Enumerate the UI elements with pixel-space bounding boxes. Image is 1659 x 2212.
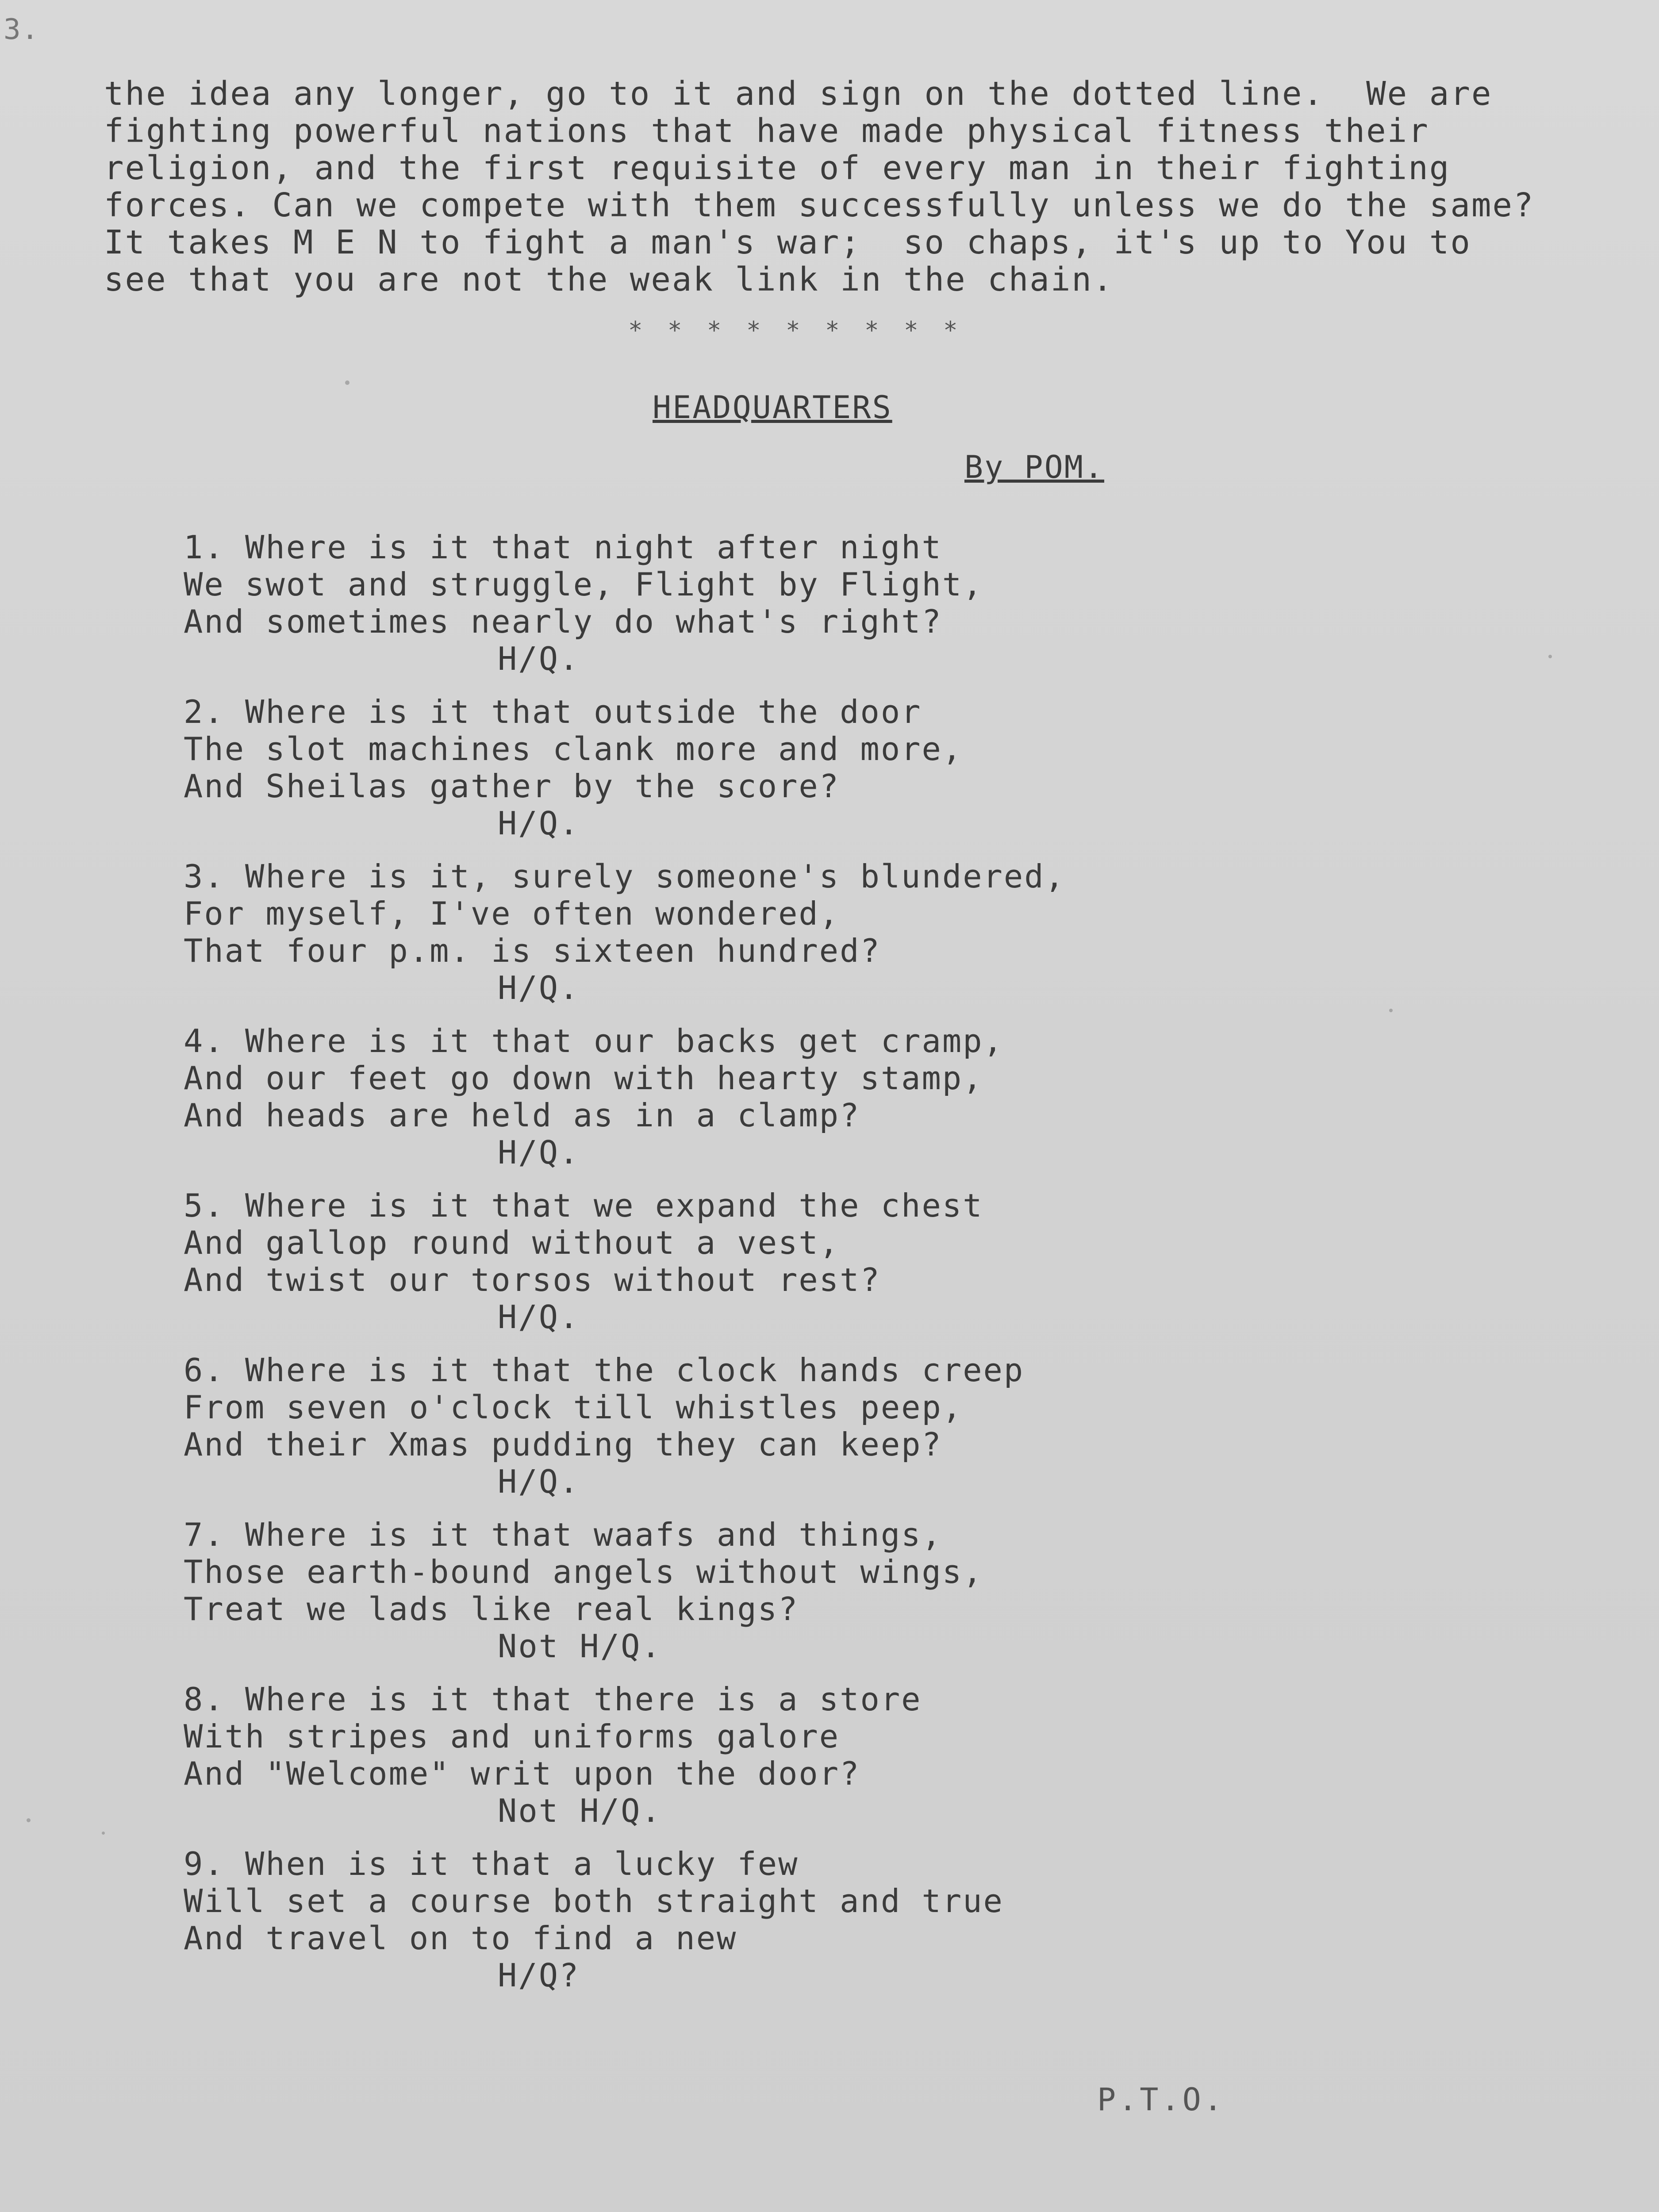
intro-line: fighting powerful nations that have made physical fitness their	[104, 112, 1429, 150]
paper-speck	[102, 1832, 105, 1835]
verse-answer: Not H/Q.	[498, 1792, 662, 1829]
intro-line: the idea any longer, go to it and sign on the dotted line. We are	[104, 75, 1493, 113]
verse-answer: H/Q.	[498, 805, 580, 842]
verse-line: Treat we lads like real kings?	[184, 1590, 799, 1628]
verse-answer: H/Q?	[498, 1957, 580, 1994]
verse-answer: Not H/Q.	[498, 1628, 662, 1665]
verse-line: From seven o'clock till whistles peep,	[184, 1389, 963, 1426]
paper-speck	[1389, 1009, 1393, 1012]
verse	[184, 1845, 1378, 1994]
verse-line: That four p.m. is sixteen hundred?	[184, 932, 881, 969]
poem-title: HEADQUARTERS	[653, 389, 892, 426]
verse-line: And twist our torsos without rest?	[184, 1261, 881, 1298]
verse-answer: H/Q.	[498, 969, 580, 1006]
verse-line: We swot and struggle, Flight by Flight,	[184, 566, 983, 603]
verse-line: And their Xmas pudding they can keep?	[184, 1426, 942, 1463]
verse-answer: H/Q.	[498, 1463, 580, 1500]
verse-line: 3. Where is it, surely someone's blundered,	[184, 858, 1065, 895]
paper-speck	[27, 1818, 31, 1822]
verse	[184, 1681, 1378, 1829]
verse	[184, 1022, 1378, 1171]
verse-line: 5. Where is it that we expand the chest	[184, 1187, 983, 1224]
paper-speck	[1548, 655, 1552, 658]
verse	[184, 529, 1378, 677]
verse-line: 9. When is it that a lucky few	[184, 1845, 799, 1882]
verse-line: 8. Where is it that there is a store	[184, 1681, 922, 1718]
intro-paragraph	[104, 75, 1617, 298]
verse-line: And heads are held as in a clamp?	[184, 1097, 860, 1134]
verse	[184, 1352, 1378, 1500]
verse	[184, 858, 1378, 1006]
verse-line: Will set a course both straight and true	[184, 1882, 1004, 1920]
verse-line: 6. Where is it that the clock hands creep	[184, 1352, 1025, 1389]
verse-line: For myself, I've often wondered,	[184, 895, 840, 932]
verse-line: And sometimes nearly do what's right?	[184, 603, 942, 640]
intro-line: see that you are not the weak link in the chain.	[104, 261, 1114, 299]
verse-answer: H/Q.	[498, 1134, 580, 1171]
verse-line: And "Welcome" writ upon the door?	[184, 1755, 860, 1792]
verse-answer: H/Q.	[498, 640, 580, 677]
poem-byline: By POM.	[964, 449, 1105, 485]
verse	[184, 1516, 1378, 1665]
please-turn-over-note: P.T.O.	[1097, 2081, 1225, 2118]
intro-line: forces. Can we compete with them successfully unless we do the same?	[104, 186, 1535, 224]
verse-line: And Sheilas gather by the score?	[184, 768, 840, 805]
verse-line: 1. Where is it that night after night	[184, 529, 942, 566]
poem-verses	[184, 529, 1378, 2010]
intro-line: religion, and the first requisite of every man in their fighting	[104, 149, 1451, 187]
intro-line: It takes M E N to fight a man's war; so chaps, it's up to You to	[104, 223, 1471, 261]
verse-line: And gallop round without a vest,	[184, 1224, 840, 1261]
section-divider-stars: * * * * * * * * *	[628, 316, 963, 344]
verse-line: And our feet go down with hearty stamp,	[184, 1060, 983, 1097]
verse-line: The slot machines clank more and more,	[184, 730, 963, 768]
paper-speck	[345, 380, 349, 385]
verse	[184, 1187, 1378, 1336]
page-number: 3.	[4, 13, 40, 46]
verse-line: 4. Where is it that our backs get cramp,	[184, 1022, 1004, 1060]
verse-line: With stripes and uniforms galore	[184, 1718, 840, 1755]
verse-line: 2. Where is it that outside the door	[184, 693, 922, 730]
verse	[184, 693, 1378, 842]
verse-line: Those earth-bound angels without wings,	[184, 1553, 983, 1590]
verse-line: 7. Where is it that waafs and things,	[184, 1516, 942, 1553]
verse-line: And travel on to find a new	[184, 1920, 737, 1957]
verse-answer: H/Q.	[498, 1298, 580, 1336]
